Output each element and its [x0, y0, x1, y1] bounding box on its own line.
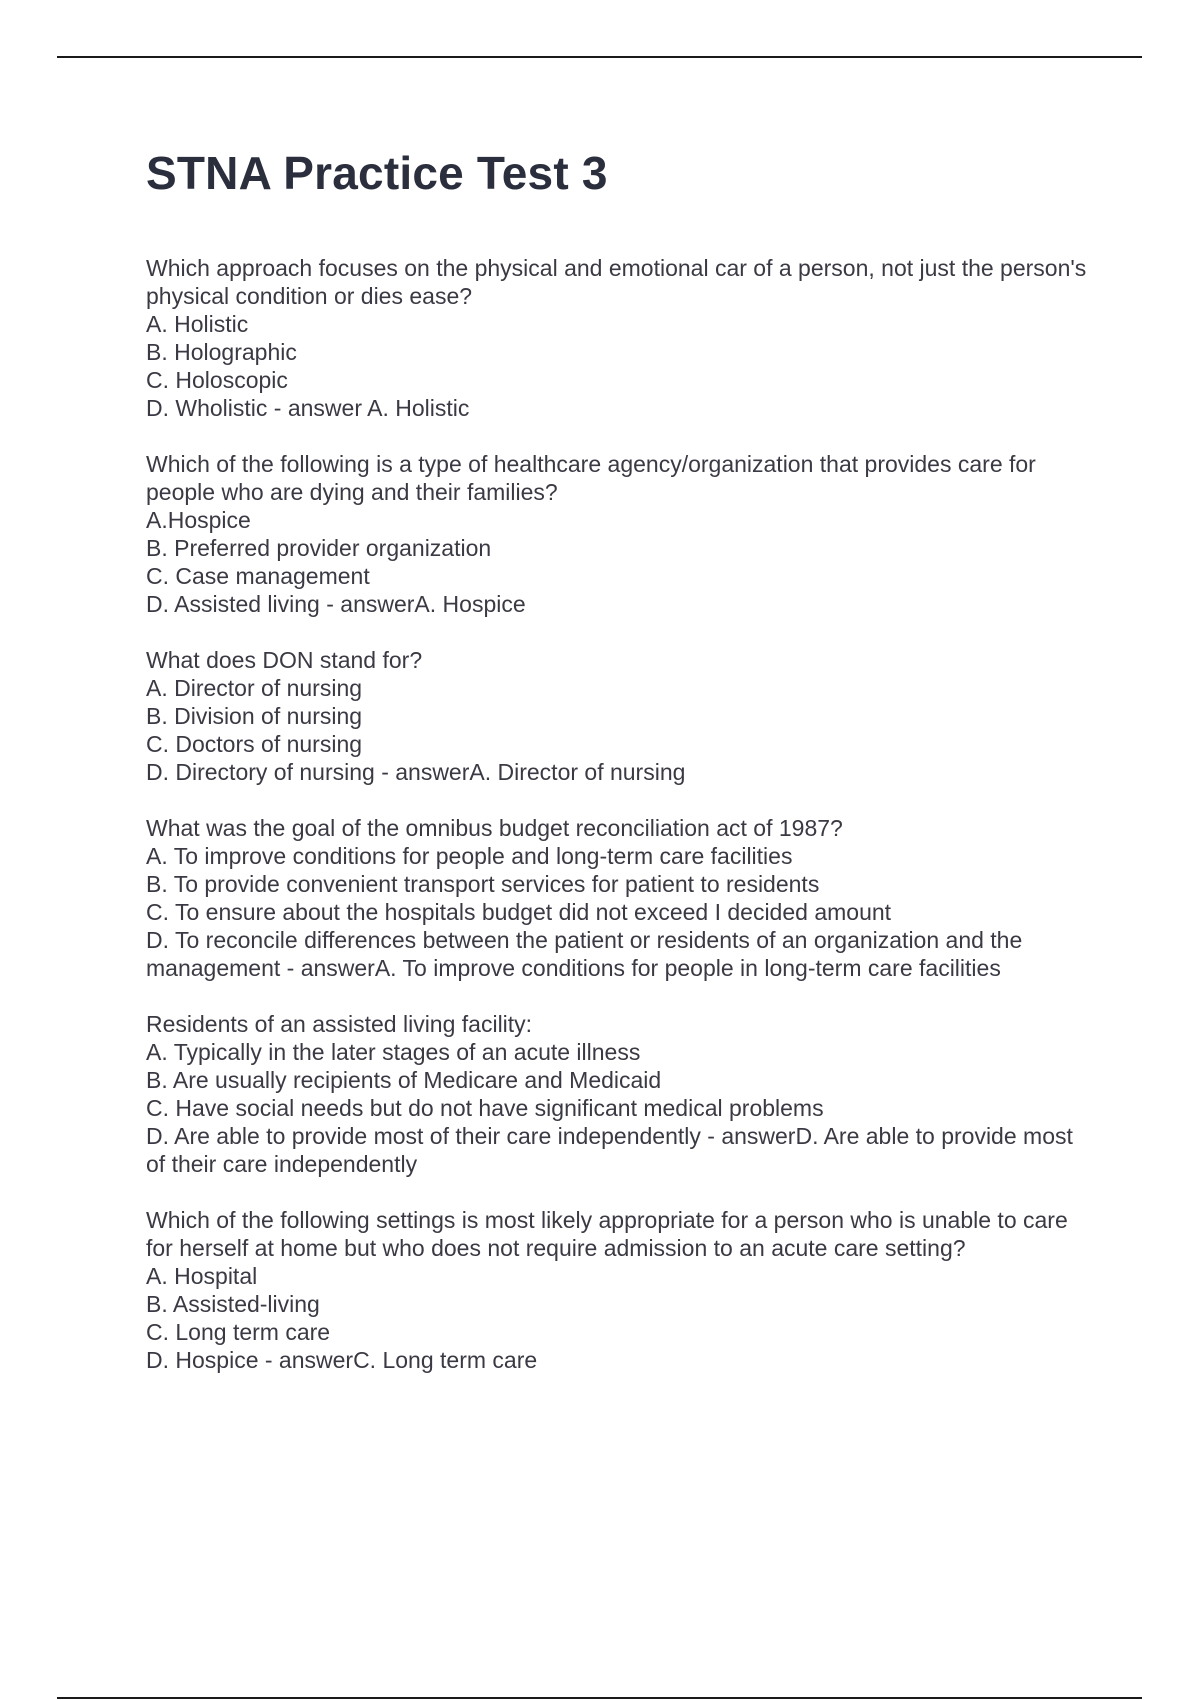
question-list	[146, 254, 1096, 1374]
answer-option: B. Holographic	[146, 339, 297, 365]
answer-option: A. To improve conditions for people and long-term care facilities	[146, 843, 793, 869]
answer-option: A. Director of nursing	[146, 675, 363, 701]
answer-option: B. Division of nursing	[146, 703, 363, 729]
question-5	[146, 1010, 1096, 1178]
question-prompt: Residents of an assisted living facility:	[146, 1011, 533, 1037]
document-title: STNA Practice Test 3	[146, 147, 608, 199]
answer-option: A.Hospice	[146, 507, 251, 533]
answer-option: C. Holoscopic	[146, 367, 288, 393]
answer-option: D. Wholistic - answer A. Holistic	[146, 395, 470, 421]
answer-option: C. Doctors of nursing	[146, 731, 363, 757]
top-divider	[57, 56, 1142, 58]
question-prompt: Which of the following is a type of healthcare agency/organization that provides care for people who are dying and their families?	[146, 451, 1036, 505]
question-prompt: What was the goal of the omnibus budget reconciliation act of 1987?	[146, 815, 843, 841]
question-prompt: Which of the following settings is most likely appropriate for a person who is unable to care for herself at home but who does not require admission to an acute care setting?	[146, 1207, 1068, 1261]
answer-option: A. Hospital	[146, 1263, 258, 1289]
question-prompt: What does DON stand for?	[146, 647, 423, 673]
answer-option: C. Have social needs but do not have significant medical problems	[146, 1095, 824, 1121]
answer-option: B. To provide convenient transport services for patient to residents	[146, 871, 820, 897]
answer-option: B. Preferred provider organization	[146, 535, 492, 561]
answer-option: C. To ensure about the hospitals budget did not exceed I decided amount	[146, 899, 892, 925]
question-4	[146, 814, 1096, 982]
question-2	[146, 450, 1096, 618]
answer-option: D. To reconcile differences between the patient or residents of an organization and the management - answerA. To improve conditions for people in long-term care facilities	[146, 927, 1023, 981]
question-prompt: Which approach focuses on the physical and emotional car of a person, not just the person's physical condition or dies ease?	[146, 255, 1087, 309]
answer-option: A. Holistic	[146, 311, 249, 337]
answer-option: A. Typically in the later stages of an acute illness	[146, 1039, 641, 1065]
document-body	[146, 142, 1096, 1402]
answer-option: D. Directory of nursing - answerA. Director of nursing	[146, 759, 686, 785]
answer-option: C. Case management	[146, 563, 370, 589]
bottom-divider	[57, 1697, 1142, 1699]
answer-option: C. Long term care	[146, 1319, 331, 1345]
answer-option: B. Assisted-living	[146, 1291, 320, 1317]
answer-option: D. Hospice - answerC. Long term care	[146, 1347, 538, 1373]
answer-option: D. Assisted living - answerA. Hospice	[146, 591, 526, 617]
question-6	[146, 1206, 1096, 1374]
question-3	[146, 646, 1096, 786]
answer-option: B. Are usually recipients of Medicare and Medicaid	[146, 1067, 662, 1093]
question-1	[146, 254, 1096, 422]
answer-option: D. Are able to provide most of their care independently - answerD. Are able to provide most of their care independently	[146, 1123, 1073, 1177]
